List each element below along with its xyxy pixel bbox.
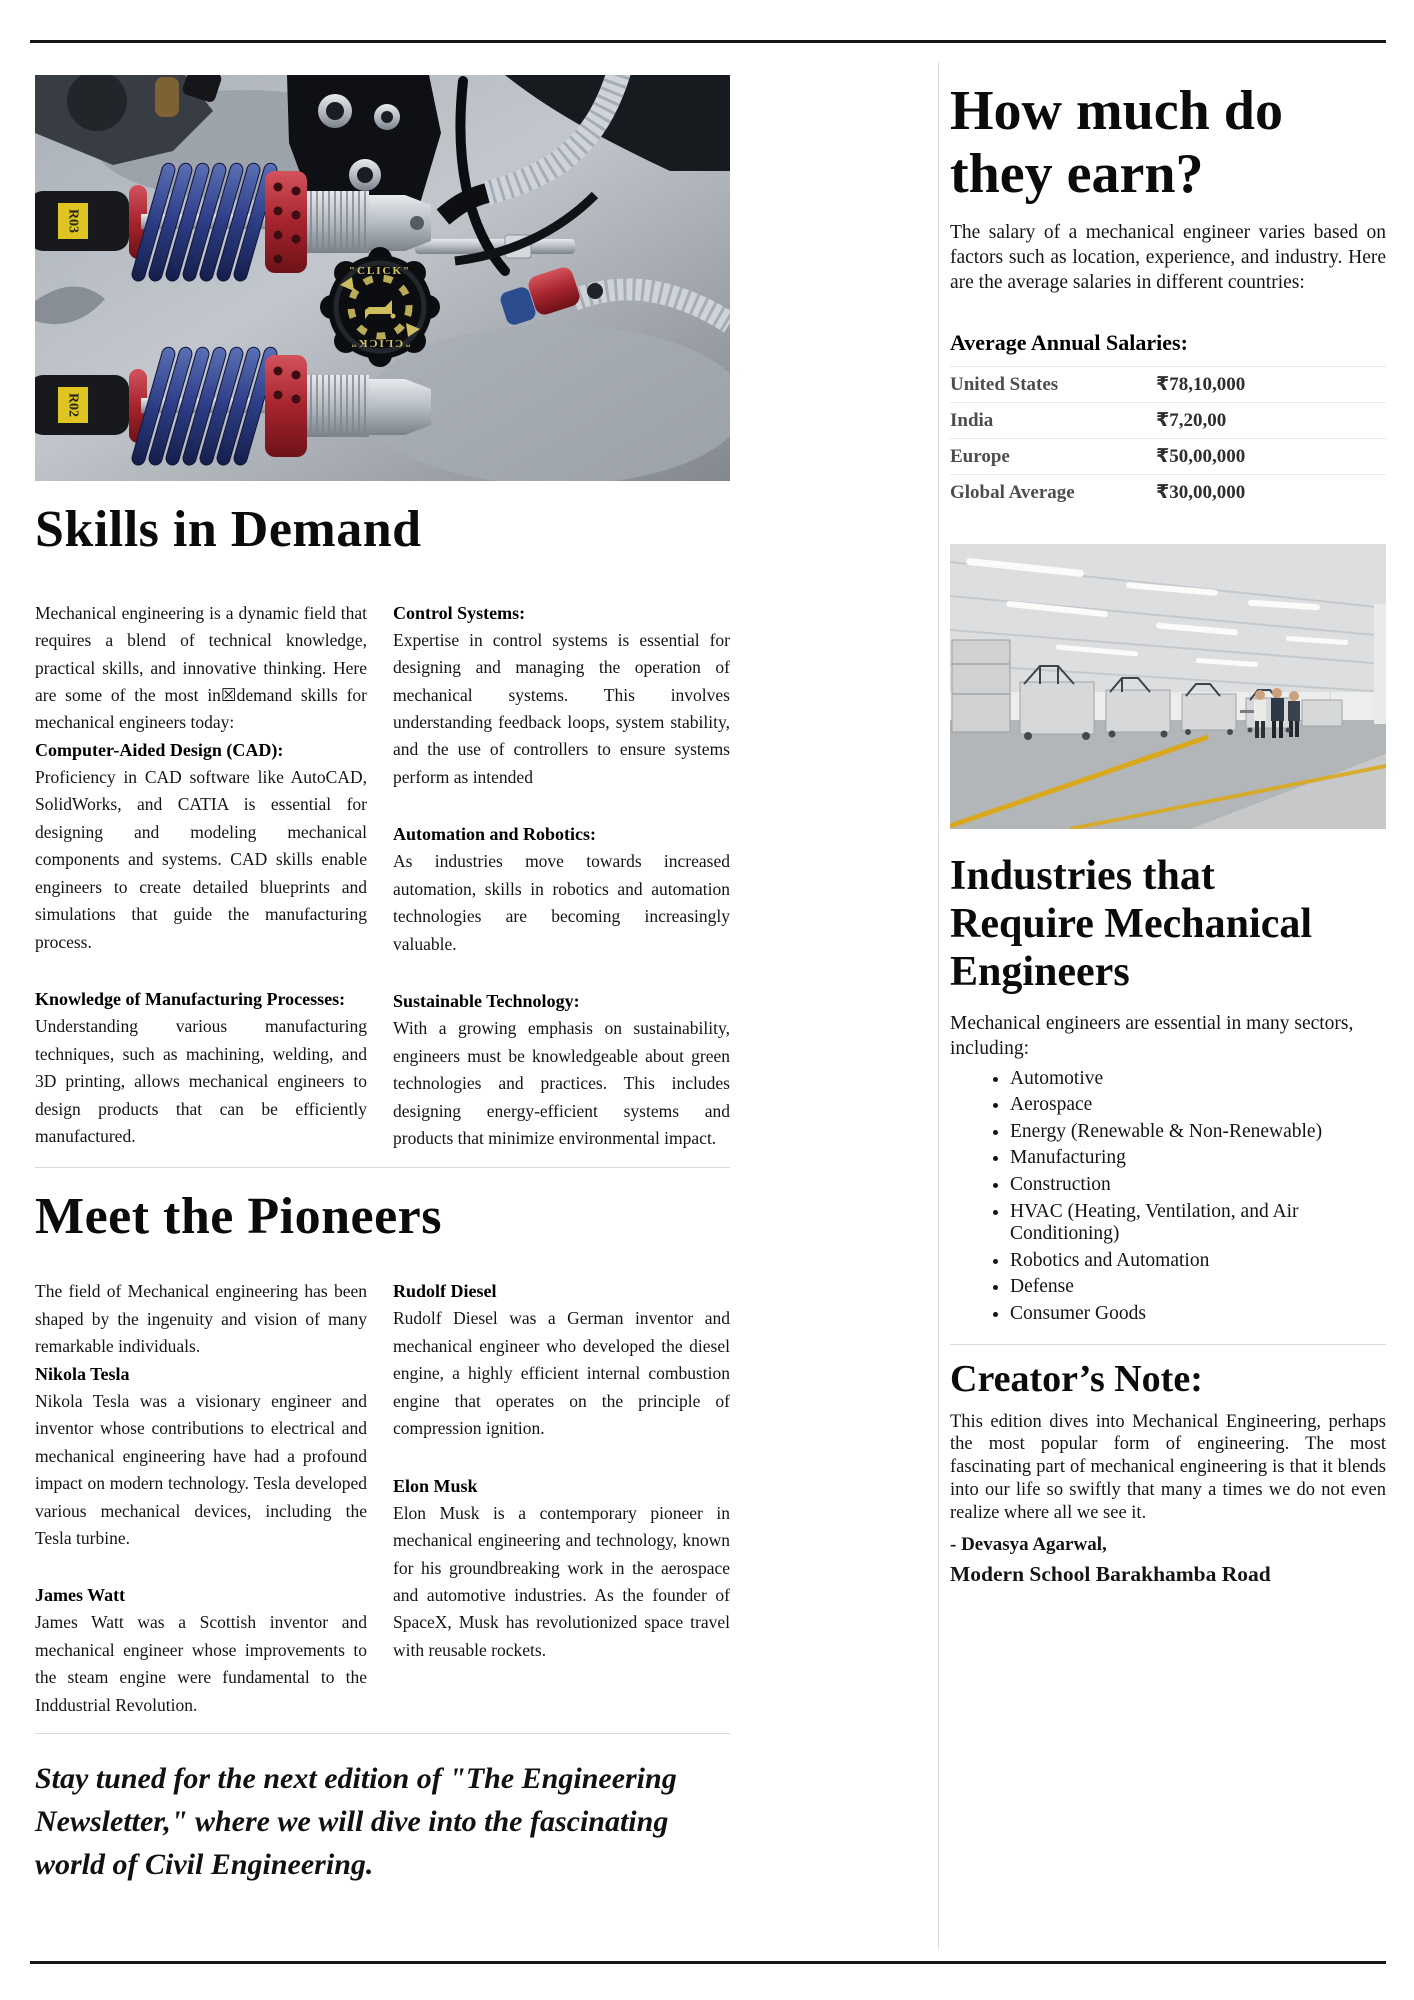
- skill-item-manufacturing: [35, 986, 367, 1150]
- skill-body: Proficiency in CAD software like AutoCAD, SolidWorks, and CATIA is essential for designing and modeling mechanical components and systems. CAD skills enable engineers to create detailed blueprints and simulations that guide the manufacturing process.: [35, 766, 367, 952]
- salary-amount: ₹7,20,00: [1156, 410, 1227, 432]
- top-rule: [30, 40, 1386, 43]
- pioneer-name: James Watt: [35, 1585, 126, 1606]
- hero-photo: [35, 75, 730, 481]
- industry-item: • Robotics and Automation: [1010, 1250, 1386, 1273]
- column-divider: [938, 62, 939, 1950]
- pioneers-col-2: [393, 1278, 730, 1719]
- bottom-rule: [30, 1961, 1386, 1964]
- industry-item: • Energy (Renewable & Non-Renewable): [1010, 1121, 1386, 1144]
- industry-item: • Automotive: [1010, 1068, 1386, 1091]
- industries-title-line3: Engineers: [950, 949, 1130, 996]
- sidebar-divider: [950, 1344, 1386, 1345]
- salaries-title: Average Annual Salaries:: [950, 330, 1188, 356]
- skill-body: With a growing emphasis on sustainability, engineers must be knowledgeable about green technologies and practices. This includes designing energy-efficient systems and products that minimize environmental impact.: [393, 1018, 730, 1149]
- salary-country: Global Average: [950, 482, 1075, 504]
- table-row: [950, 366, 1386, 402]
- industry-item: • Construction: [1010, 1174, 1386, 1197]
- skill-body: Understanding various manufacturing techniques, such as machining, welding, and 3D printing, allows mechanical engineers to design products that can be efficiently manufactured.: [35, 1016, 367, 1147]
- skill-item-sustainable: [393, 988, 730, 1152]
- cap-click-text: "CLICK": [348, 265, 412, 277]
- pioneer-body: Rudolf Diesel was a German inventor and mechanical engineer who developed the diesel engine, a highly efficient internal combustion engine that operates on the principle of compression ignition.: [393, 1308, 730, 1439]
- salaries-table: [950, 366, 1386, 510]
- salary-country: United States: [950, 374, 1059, 396]
- pioneers-col-1: [35, 1278, 367, 1719]
- oil-cap: [320, 247, 440, 367]
- table-row: [950, 402, 1386, 438]
- pioneers-columns: [35, 1278, 730, 1719]
- skill-heading: Automation and Robotics:: [393, 824, 597, 845]
- skill-item-cad: [35, 737, 367, 956]
- creator-school: Modern School Barakhamba Road: [950, 1562, 1271, 1587]
- section-divider: [35, 1733, 730, 1734]
- skill-item-automation: [393, 821, 730, 958]
- factory-photo: [950, 544, 1386, 829]
- skill-heading: Knowledge of Manufacturing Processes:: [35, 989, 346, 1010]
- pioneer-name: Elon Musk: [393, 1475, 478, 1496]
- skills-col-1: [35, 600, 367, 1153]
- pioneers-intro: The field of Mechanical engineering has been shaped by the ingenuity and vision of many remarkable individuals.: [35, 1281, 367, 1357]
- creator-signature: - Devasya Agarwal,: [950, 1534, 1107, 1556]
- pioneers-title: Meet the Pioneers: [35, 1187, 442, 1245]
- section-divider: [35, 1167, 730, 1168]
- salary-amount: ₹30,00,000: [1156, 482, 1246, 504]
- creators-note-title: Creator’s Note:: [950, 1357, 1203, 1400]
- skills-columns: [35, 600, 730, 1153]
- salary-country: India: [950, 410, 994, 432]
- salary-amount: ₹78,10,000: [1156, 374, 1246, 396]
- skill-heading: Computer-Aided Design (CAD):: [35, 739, 284, 760]
- skills-col-2: [393, 600, 730, 1153]
- skill-item-control-systems: [393, 600, 730, 792]
- skill-body: As industries move towards increased automation, skills in robotics and automation technologies are becoming increasingly valuable.: [393, 851, 730, 954]
- industries-title-line1: Industries that: [950, 853, 1215, 900]
- earn-title-line1: How much do: [950, 80, 1283, 142]
- earn-title-line2: they earn?: [950, 142, 1204, 205]
- industry-item: • HVAC (Heating, Ventilation, and Air Conditioning): [1010, 1201, 1386, 1246]
- skills-intro: Mechanical engineering is a dynamic field that requires a blend of technical knowledge, practical skills, and innovative thinking. Here are some of the most in☒demand skills for mechanical engineers today:: [35, 602, 367, 733]
- creators-note-body: This edition dives into Mechanical Engineering, perhaps the most popular form of engineering. The most fascinating part of mechanical engineering is that it blends into our life so swiftly that many a times we do not even realize where all we see it.: [950, 1411, 1386, 1523]
- salary-country: Europe: [950, 446, 1010, 468]
- industry-item: • Defense: [1010, 1276, 1386, 1299]
- industry-item: • Aerospace: [1010, 1094, 1386, 1117]
- earn-body: The salary of a mechanical engineer varies based on factors such as location, experience, and industry. Here are the average salaries in different countries:: [950, 222, 1386, 294]
- table-row: [950, 438, 1386, 474]
- pioneer-body: Elon Musk is a contemporary pioneer in mechanical engineering and technology, known for his groundbreaking work in the aerospace and automotive industries. As the founder of SpaceX, Musk has revolutionized space travel with reusable rockets.: [393, 1502, 730, 1660]
- skill-body: Expertise in control systems is essential for designing and managing the operation of mechanical systems. This involves understanding feedback loops, system stability, and the use of controllers to ensure systems perform as intended: [393, 629, 730, 787]
- skills-title: Skills in Demand: [35, 501, 422, 558]
- pioneer-name: Nikola Tesla: [35, 1363, 130, 1384]
- sidebar: [950, 80, 1386, 1587]
- cap-click-text-bottom: "CLICK": [348, 337, 412, 349]
- earn-title: [950, 80, 1386, 205]
- industry-item: • Manufacturing: [1010, 1147, 1386, 1170]
- salary-amount: ₹50,00,000: [1156, 446, 1246, 468]
- industries-intro: Mechanical engineers are essential in many sectors, including:: [950, 1012, 1354, 1060]
- pioneer-item-diesel: [393, 1278, 730, 1442]
- part-tag: R02: [65, 392, 81, 418]
- table-row: [950, 474, 1386, 510]
- part-tag: R03: [65, 208, 81, 234]
- pioneer-item-musk: [393, 1473, 730, 1665]
- industries-title: [950, 853, 1386, 997]
- skill-heading: Control Systems:: [393, 602, 526, 623]
- industries-title-line2: Require Mechanical: [950, 901, 1313, 948]
- skill-heading: Sustainable Technology:: [393, 991, 580, 1012]
- pioneer-item-watt: [35, 1582, 367, 1719]
- next-edition-teaser: Stay tuned for the next edition of "The Engineering Newsletter," where we will dive into the fascinating world of Civil Engineering.: [35, 1762, 677, 1882]
- pioneer-body: James Watt was a Scottish inventor and mechanical engineer whose improvements to the steam engine were fundamental to the Inddustrial Revolution.: [35, 1612, 367, 1715]
- main-column: [35, 75, 730, 1887]
- industries-list: [950, 1068, 1386, 1326]
- pioneer-body: Nikola Tesla was a visionary engineer and inventor whose contributions to electrical and mechanical engineering have had a profound impact on modern technology. Tesla developed various mechanical devices, including the Tesla turbine.: [35, 1390, 367, 1548]
- pioneer-item-tesla: [35, 1361, 367, 1553]
- industry-item: • Consumer Goods: [1010, 1303, 1386, 1326]
- pioneer-name: Rudolf Diesel: [393, 1281, 497, 1302]
